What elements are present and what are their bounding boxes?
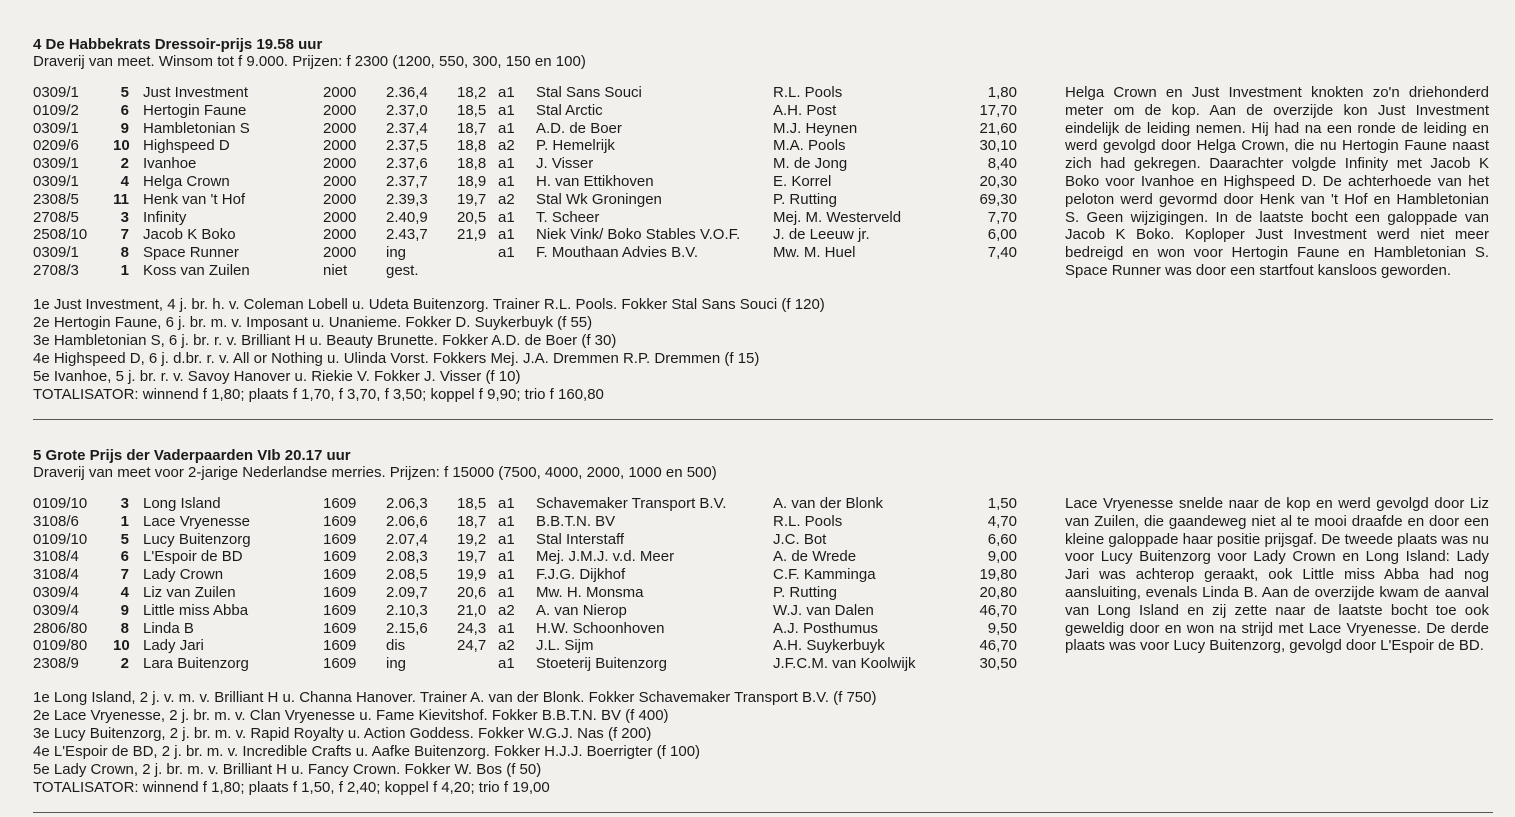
cell-time: 2.15,6 [386,619,428,637]
cell-form: 2806/80 [33,619,88,637]
cell-odds: 9,50 [987,619,1017,637]
totalisator-line: TOTALISATOR: winnend f 1,80; plaats f 1,70, f 3,70, f 3,50; koppel f 9,90; trio f 160,80 [33,386,604,403]
cell-form: 0309/1 [33,119,79,137]
cell-horse: Lucy Buitenzorg [143,530,251,548]
cell-num: 6 [120,101,129,119]
cell-form: 0309/4 [33,583,79,601]
result-row [33,637,1033,655]
cell-num: 10 [113,137,130,155]
cell-dist: 2000 [323,244,357,262]
cell-horse: Lace Vryenesse [143,512,251,530]
cell-time: 2.06,6 [386,512,428,530]
cell-kmt: 18,8 [457,137,487,155]
cell-odds: 1,80 [987,84,1017,101]
placing-line: 2e Lace Vryenesse, 2 j. br. m. v. Clan Vryenesse u. Fame Kievitshof. Fokker B.B.T.N. BV (f 400) [33,707,669,724]
cell-horse: Henk van 't Hof [143,190,246,208]
cell-kmt: 18,9 [457,172,487,190]
cell-num: 7 [120,226,129,244]
cell-odds: 30,10 [979,137,1017,155]
cell-time: 2.07,4 [386,530,428,548]
cell-horse: L'Espoir de BD [143,548,243,566]
cell-horse: Little miss Abba [143,601,249,619]
cell-driver: R.L. Pools [773,84,843,101]
result-row [33,655,1033,673]
cell-num: 5 [120,84,129,101]
result-row [33,584,1033,602]
result-row [33,602,1033,620]
cell-owner: Stal Arctic [536,101,603,119]
result-row [33,155,1033,173]
cell-owner: Stal Wk Groningen [536,190,662,208]
placing-line: 1e Just Investment, 4 j. br. h. v. Coleman Lobell u. Udeta Buitenzorg. Trainer R.L. Pools. Fokker Stal Sans Souci (f 120) [33,296,825,313]
result-row [33,566,1033,584]
cell-form: 0109/10 [33,530,88,548]
cell-pos: a1 [498,655,515,673]
cell-pos: a1 [498,119,515,137]
cell-pos: a1 [498,566,515,584]
cell-form: 2308/5 [33,190,79,208]
cell-odds: 21,60 [979,119,1017,137]
cell-horse: Lady Crown [143,566,224,584]
race-comment: Lace Vryenesse snelde naar de kop en werd gevolgd door Liz van Zuilen, die gaandeweg niet al te mooi draafde en door een kleine galoppade haar positie prijsgaf. De tweede plaats was nu voor Lucy Buitenzorg voor Lady Crown en Long Island: Lady Jari was achterop geraakt, ook Little miss Abba had nog aansluiting, evenals Linda B. Aan de overzijde kwam de aanval van Long Island en zij zette naar de laatste bocht toe ook geweldig door en won na strijd met Lace Vryenesse. De derde plaats was voor Lucy Buitenzorg, gevolgd door L'Espoir de BD. [1065,495,1489,655]
cell-form: 0109/2 [33,101,79,119]
cell-pos: a2 [498,601,515,619]
cell-driver: P. Rutting [773,190,837,208]
cell-odds: 20,30 [979,172,1017,190]
cell-dist: 2000 [323,119,357,137]
cell-time: 2.06,3 [386,495,428,512]
cell-horse: Space Runner [143,244,239,262]
cell-odds: 20,80 [979,583,1017,601]
race-subtitle: Draverij van meet. Winsom tot f 9.000. Prijzen: f 2300 (1200, 550, 300, 150 en 100) [33,53,586,70]
cell-horse: Lady Jari [143,637,204,655]
cell-odds: 4,70 [987,512,1017,530]
cell-driver: W.J. van Dalen [773,601,874,619]
cell-pos: a2 [498,190,515,208]
cell-form: 0309/1 [33,155,79,173]
cell-time: 2.37,4 [386,119,428,137]
cell-owner: Mw. H. Monsma [536,583,644,601]
cell-num: 2 [120,155,129,173]
cell-kmt: 18,5 [457,495,487,512]
cell-kmt: 20,6 [457,583,487,601]
cell-form: 0209/6 [33,137,79,155]
cell-time: 2.37,0 [386,101,428,119]
cell-horse: Long Island [143,495,221,512]
cell-kmt: 21,9 [457,226,487,244]
result-row [33,226,1033,244]
cell-odds: 7,70 [987,208,1017,226]
cell-horse: Liz van Zuilen [143,583,236,601]
cell-driver: J.C. Bot [773,530,827,548]
cell-owner: A. van Nierop [536,601,627,619]
result-row [33,548,1033,566]
cell-odds: 30,50 [979,655,1017,673]
result-row [33,209,1033,227]
cell-form: 0309/1 [33,244,79,262]
cell-odds: 46,70 [979,601,1017,619]
cell-odds: 19,80 [979,566,1017,584]
cell-num: 4 [120,583,129,601]
cell-kmt: 19,7 [457,190,487,208]
cell-num: 2 [120,655,129,673]
cell-odds: 1,50 [987,495,1017,512]
cell-driver: M.J. Heynen [773,119,858,137]
cell-odds: 9,00 [987,548,1017,566]
cell-driver: Mw. M. Huel [773,244,856,262]
cell-horse: Ivanhoe [143,155,197,173]
cell-horse: Koss van Zuilen [143,261,250,279]
cell-owner: Mej. J.M.J. v.d. Meer [536,548,675,566]
cell-odds: 46,70 [979,637,1017,655]
cell-kmt: 24,7 [457,637,487,655]
cell-owner: T. Scheer [536,208,600,226]
placing-line: 3e Lucy Buitenzorg, 2 j. br. m. v. Rapid Royalty u. Action Goddess. Fokker W.G.J. Nas (f 200) [33,725,652,742]
results-table [33,495,1033,673]
cell-driver: J.F.C.M. van Koolwijk [773,655,916,673]
cell-owner: Stal Sans Souci [536,84,642,101]
cell-pos: a2 [498,637,515,655]
cell-dist: 2000 [323,190,357,208]
race-title: 5 Grote Prijs der Vaderpaarden VIb 20.17 uur [33,447,351,464]
cell-driver: R.L. Pools [773,512,843,530]
cell-form: 0309/4 [33,601,79,619]
cell-horse: Linda B [143,619,194,637]
cell-form: 0109/80 [33,637,88,655]
cell-odds: 6,00 [987,226,1017,244]
cell-horse: Lara Buitenzorg [143,655,249,673]
cell-horse: Hambletonian S [143,119,250,137]
cell-kmt: 18,7 [457,512,487,530]
cell-form: 0309/1 [33,172,79,190]
race-summary [33,689,1033,797]
cell-kmt: 21,0 [457,601,487,619]
cell-kmt: 18,5 [457,101,487,119]
cell-horse: Infinity [143,208,187,226]
cell-time: 2.10,3 [386,601,428,619]
cell-dist: 2000 [323,226,357,244]
cell-owner: Stal Interstaff [536,530,625,548]
cell-pos: a1 [498,155,515,173]
cell-driver: P. Rutting [773,583,837,601]
cell-pos: a1 [498,244,515,262]
cell-horse: Just Investment [143,84,249,101]
cell-pos: a1 [498,512,515,530]
cell-form: 2708/3 [33,261,79,279]
cell-owner: H. van Ettikhoven [536,172,654,190]
cell-driver: A.J. Posthumus [773,619,879,637]
cell-pos: a1 [498,226,515,244]
cell-num: 10 [113,637,130,655]
cell-num: 3 [120,208,129,226]
cell-pos: a1 [498,530,515,548]
section-divider [33,419,1493,420]
cell-driver: M. de Jong [773,155,848,173]
results-table [33,84,1033,280]
cell-num: 6 [120,548,129,566]
race-summary [33,296,1033,404]
cell-time: 2.43,7 [386,226,428,244]
race-comment: Helga Crown en Just Investment knokten zo'n driehonderd meter om de kop. Aan de overzijde kon Just Investment eindelijk de leiding nemen. Hij had na een ronde de leiding en werd gevolgd door Helga Crown, die nu Hertogin Faune naast zich had gekregen. Daarachter volgde Infinity met Jacob K Boko voor Ivanhoe en Highspeed D. De achterhoede van het peloton werd gevormd door Henk van 't Hof en Hambletonian S. Geen wijzigingen. In de laatste bocht een galoppade van Jacob K Boko. Koploper Just Investment werd niet meer bedreigd en won voor Hertogin Faune en Hambletonian S. Space Runner was door een startfout kansloos geworden. [1065,84,1489,279]
section-divider [33,812,1493,813]
cell-dist: 1609 [323,512,357,530]
cell-driver: A.H. Post [773,101,837,119]
cell-driver: A.H. Suykerbuyk [773,637,885,655]
result-row [33,84,1033,102]
cell-pos: a1 [498,548,515,566]
cell-num: 7 [120,566,129,584]
cell-pos: a1 [498,84,515,101]
result-row [33,531,1033,549]
result-row [33,102,1033,120]
cell-pos: a2 [498,137,515,155]
cell-owner: Stoeterij Buitenzorg [536,655,667,673]
cell-odds: 8,40 [987,155,1017,173]
cell-horse: Highspeed D [143,137,230,155]
cell-owner: Niek Vink/ Boko Stables V.O.F. [536,226,741,244]
cell-driver: J. de Leeuw jr. [773,226,870,244]
cell-driver: A. van der Blonk [773,495,884,512]
cell-time: dis [386,637,406,655]
cell-form: 0109/10 [33,495,88,512]
cell-num: 3 [120,495,129,512]
cell-pos: a1 [498,619,515,637]
result-row [33,244,1033,262]
cell-kmt: 18,8 [457,155,487,173]
placing-line: 3e Hambletonian S, 6 j. br. r. v. Brilliant H u. Beauty Brunette. Fokker A.D. de Boer (f 30) [33,332,617,349]
cell-owner: P. Hemelrijk [536,137,615,155]
race-section-4 [33,36,1493,403]
totalisator-line: TOTALISATOR: winnend f 1,80; plaats f 1,50, f 2,40; koppel f 4,20; trio f 19,00 [33,779,550,796]
cell-owner: J.L. Sijm [536,637,594,655]
cell-odds: 17,70 [979,101,1017,119]
cell-num: 11 [113,190,129,208]
cell-time: 2.08,5 [386,566,428,584]
cell-dist: 1609 [323,548,357,566]
cell-num: 9 [120,119,129,137]
cell-dist: 1609 [323,530,357,548]
result-row [33,191,1033,209]
cell-owner: Schavemaker Transport B.V. [536,495,727,512]
cell-num: 8 [120,619,129,637]
cell-dist: 1609 [323,637,357,655]
result-row [33,137,1033,155]
cell-odds: 6,60 [987,530,1017,548]
cell-time: ing [386,244,407,262]
cell-owner: B.B.T.N. BV [536,512,616,530]
cell-driver: C.F. Kamminga [773,566,876,584]
cell-dist: 1609 [323,566,357,584]
cell-time: 2.37,6 [386,155,428,173]
cell-num: 8 [120,244,129,262]
result-row [33,173,1033,191]
placing-line: 5e Lady Crown, 2 j. br. m. v. Brilliant H u. Fancy Crown. Fokker W. Bos (f 50) [33,761,542,778]
result-row [33,620,1033,638]
cell-kmt: 19,7 [457,548,487,566]
cell-pos: a1 [498,583,515,601]
cell-odds: 7,40 [987,244,1017,262]
cell-horse: Hertogin Faune [143,101,247,119]
cell-kmt: 18,7 [457,119,487,137]
cell-dist: 2000 [323,172,357,190]
cell-owner: H.W. Schoonhoven [536,619,665,637]
cell-dist: 2000 [323,101,357,119]
cell-odds: 69,30 [979,190,1017,208]
cell-dist: 1609 [323,619,357,637]
result-row [33,262,1033,280]
result-row [33,495,1033,513]
cell-kmt: 20,5 [457,208,487,226]
race-subtitle: Draverij van meet voor 2-jarige Nederlandse merries. Prijzen: f 15000 (7500, 4000, 2000, 1000 en 500) [33,464,717,481]
cell-dist: 1609 [323,583,357,601]
placing-line: 2e Hertogin Faune, 6 j. br. m. v. Imposant u. Unanieme. Fokker D. Suykerbuyk (f 55) [33,314,593,331]
cell-pos: a1 [498,101,515,119]
cell-pos: a1 [498,495,515,512]
cell-horse: Helga Crown [143,172,230,190]
placing-line: 1e Long Island, 2 j. v. m. v. Brilliant H u. Channa Hanover. Trainer A. van der Blonk. Fokker Schavemaker Transport B.V. (f 750) [33,689,877,706]
cell-driver: E. Korrel [773,172,832,190]
cell-kmt: 18,2 [457,84,487,101]
result-row [33,513,1033,531]
cell-num: 4 [120,172,129,190]
cell-horse: Jacob K Boko [143,226,236,244]
result-row [33,120,1033,138]
cell-form: 3108/4 [33,566,79,584]
cell-dist: 2000 [323,84,357,101]
cell-time: gest. [386,261,419,279]
cell-time: ing [386,655,407,673]
placing-line: 5e Ivanhoe, 5 j. br. r. v. Savoy Hanover u. Riekie V. Fokker J. Visser (f 10) [33,368,521,385]
cell-form: 0309/1 [33,84,79,101]
cell-driver: M.A. Pools [773,137,846,155]
cell-time: 2.36,4 [386,84,428,101]
cell-kmt: 19,2 [457,530,487,548]
cell-time: 2.08,3 [386,548,428,566]
cell-num: 9 [120,601,129,619]
cell-time: 2.09,7 [386,583,428,601]
cell-dist: 2000 [323,208,357,226]
cell-form: 2708/5 [33,208,79,226]
cell-form: 3108/4 [33,548,79,566]
cell-dist: 1609 [323,655,357,673]
cell-driver: Mej. M. Westerveld [773,208,902,226]
race-section-5 [33,447,1493,796]
cell-num: 1 [120,261,129,279]
cell-kmt: 19,9 [457,566,487,584]
cell-time: 2.39,3 [386,190,428,208]
cell-time: 2.37,5 [386,137,428,155]
cell-form: 2308/9 [33,655,79,673]
cell-num: 5 [120,530,129,548]
cell-driver: A. de Wrede [773,548,857,566]
race-title: 4 De Habbekrats Dressoir-prijs 19.58 uur [33,36,323,53]
cell-dist: 2000 [323,155,357,173]
cell-dist: niet [323,261,348,279]
cell-owner: J. Visser [536,155,594,173]
cell-form: 3108/6 [33,512,79,530]
cell-dist: 1609 [323,601,357,619]
placing-line: 4e L'Espoir de BD, 2 j. br. m. v. Incredible Crafts u. Aafke Buitenzorg. Fokker H.J.J. Boerrigter (f 100) [33,743,701,760]
cell-pos: a1 [498,172,515,190]
cell-owner: F. Mouthaan Advies B.V. [536,244,699,262]
cell-owner: A.D. de Boer [536,119,622,137]
cell-owner: F.J.G. Dijkhof [536,566,626,584]
cell-kmt: 24,3 [457,619,487,637]
cell-num: 1 [120,512,129,530]
cell-pos: a1 [498,208,515,226]
placing-line: 4e Highspeed D, 6 j. d.br. r. v. All or Nothing u. Ulinda Vorst. Fokkers Mej. J.A. Dremmen R.P. Dremmen (f 15) [33,350,760,367]
cell-form: 2508/10 [33,226,88,244]
cell-time: 2.37,7 [386,172,428,190]
cell-time: 2.40,9 [386,208,428,226]
cell-dist: 2000 [323,137,357,155]
cell-dist: 1609 [323,495,357,512]
